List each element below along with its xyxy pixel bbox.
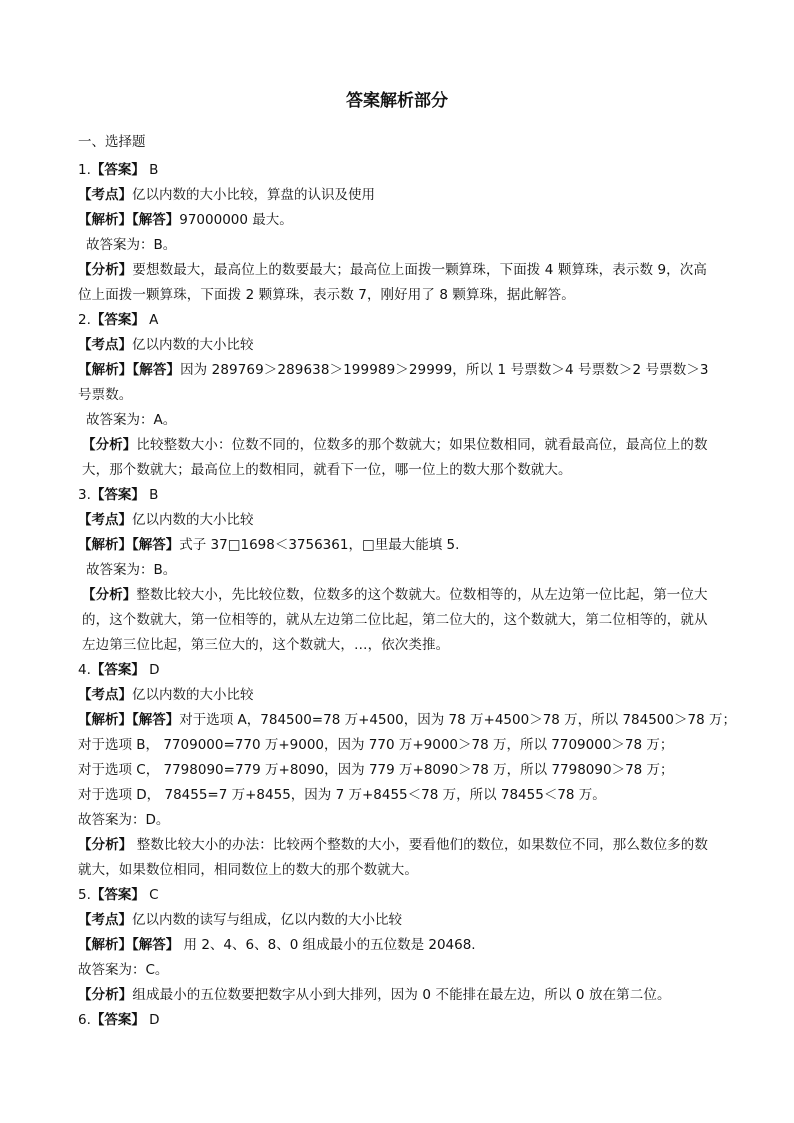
q6-answer: 6.【答案】 D	[78, 1012, 160, 1028]
q4-option-c: 对于选项 C， 7798090=779 万+8090，因为 779 万+8090＞78 万，所以 7798090＞78 万；	[78, 762, 674, 778]
q2-fenxi: 【分析】比较整数大小：位数不同的，位数多的那个数就大；如果位数相同，就看最高位，最高位上的数大，那个数就大；最高位上的数相同，就看下一位，哪一位上的数大那个数就大。	[82, 437, 708, 478]
q1-fenxi: 【分析】要想数最大，最高位上的数要最大；最高位上面拨一颗算珠，下面拨 4 颗算珠，表示数 9，次高位上面拨一颗算珠，下面拨 2 颗算珠，表示数 7，刚好用了 8 颗算珠，据此解答。	[78, 262, 707, 303]
q3-answer: 3.【答案】 B	[78, 487, 159, 503]
q5-jiexi: 【解析】【解答】 用 2、4、6、8、0 组成最小的五位数是 20468.	[78, 937, 476, 953]
q4-fenxi: 【分析】 整数比较大小的办法：比较两个整数的大小，要看他们的数位，如果数位不同，那么数位多的数就大，如果数位相同，相同数位上的数大的那个数就大。	[78, 837, 708, 878]
q3-jiexi: 【解析】【解答】式子 37□1698＜3756361，□里最大能填 5.	[78, 537, 460, 553]
q4-conclusion: 故答案为：D。	[78, 812, 170, 828]
q5-kaodian: 【考点】亿以内数的读写与组成，亿以内数的大小比较	[78, 912, 402, 928]
q5-fenxi: 【分析】组成最小的五位数要把数字从小到大排列，因为 0 不能排在最左边，所以 0 放在第二位。	[78, 987, 671, 1003]
q5-answer: 5.【答案】 C	[78, 887, 159, 903]
q1-kaodian: 【考点】亿以内数的大小比较，算盘的认识及使用	[78, 187, 375, 203]
answer-content	[78, 158, 736, 1033]
q3-kaodian: 【考点】亿以内数的大小比较	[78, 512, 254, 528]
q4-option-d: 对于选项 D， 78455=7 万+8455，因为 7 万+8455＜78 万，所以 78455＜78 万。	[78, 787, 606, 803]
q2-conclusion: 故答案为：A。	[86, 412, 177, 428]
q4-kaodian: 【考点】亿以内数的大小比较	[78, 687, 254, 703]
q2-kaodian: 【考点】亿以内数的大小比较	[78, 337, 254, 353]
q1-answer: 1.【答案】 B	[78, 162, 159, 178]
q2-jiexi: 【解析】【解答】因为 289769＞289638＞199989＞29999，所以 1 号票数＞4 号票数＞2 号票数＞3 号票数。	[78, 362, 709, 403]
q4-answer: 4.【答案】 D	[78, 662, 160, 678]
q2-answer: 2.【答案】 A	[78, 312, 159, 328]
section-heading: 一、选择题	[78, 134, 146, 150]
q3-conclusion: 故答案为：B。	[86, 562, 177, 578]
page-title: 答案解析部分	[346, 91, 448, 111]
q3-fenxi: 【分析】整数比较大小，先比较位数，位数多的这个数就大。位数相等的，从左边第一位比起，第一位大的，这个数就大，第一位相等的，就从左边第二位比起，第二位大的，这个数就大，第二位相等的，就从左边第三位比起，第三位大的，这个数就大，…，依次类推。	[82, 587, 708, 653]
q4-jiexi: 【解析】【解答】对于选项 A，784500=78 万+4500，因为 78 万+4500＞78 万，所以 784500＞78 万；	[78, 712, 736, 728]
q4-option-b: 对于选项 B， 7709000=770 万+9000，因为 770 万+9000＞78 万，所以 7709000＞78 万；	[78, 737, 674, 753]
q1-conclusion: 故答案为：B。	[86, 237, 177, 253]
q1-jiexi: 【解析】【解答】97000000 最大。	[78, 212, 293, 228]
q5-conclusion: 故答案为：C。	[78, 962, 169, 978]
